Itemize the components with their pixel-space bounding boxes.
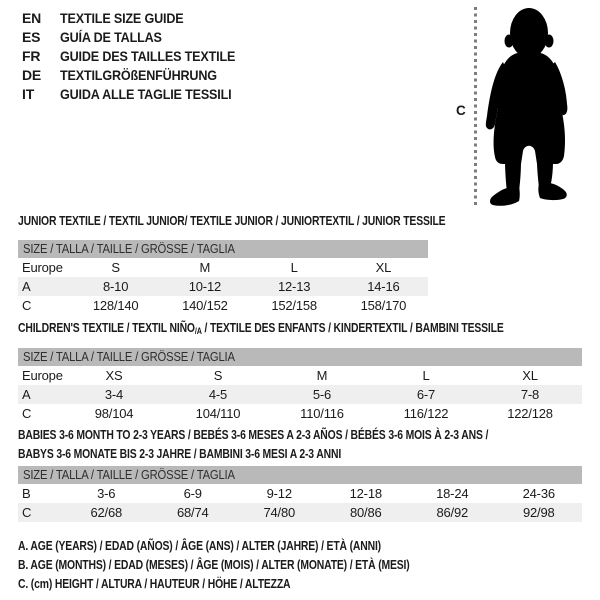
size-header-bar	[18, 240, 428, 258]
table-cell: A	[18, 385, 62, 404]
lang-code: EN	[22, 10, 42, 26]
lang-title: GUÍA DE TALLAS	[60, 29, 162, 45]
table-cell: XL	[375, 260, 392, 275]
table-cell: L	[422, 368, 430, 383]
table-cell: C	[22, 298, 32, 313]
children-size-table	[18, 348, 582, 423]
lang-title: TEXTILE SIZE GUIDE	[60, 10, 184, 26]
junior-table	[18, 258, 428, 315]
footnotes	[18, 536, 508, 593]
children-heading-suffix: / TEXTILE DES ENFANTS / KINDERTEXTIL / BAMBINI TESSILE	[201, 320, 504, 335]
table-cell: 92/98	[496, 503, 583, 522]
table-cell: 110/116	[300, 406, 344, 421]
height-measure-dashed-line	[474, 7, 477, 206]
lang-code: DE	[22, 67, 42, 83]
lang-title: TEXTILGRÖßENFÜHRUNG	[60, 67, 217, 83]
table-cell: 104/110	[195, 406, 241, 421]
table-row	[18, 503, 582, 522]
children-heading-prefix: CHILDREN'S TEXTILE / TEXTIL NIÑO	[18, 320, 195, 335]
babies-heading-line2: BABYS 3-6 MONATE BIS 2-3 JAHRE / BAMBINI 3-6 MESI A 2-3 ANNI	[18, 446, 342, 461]
table-cell: 9-12	[266, 486, 292, 501]
lang-title: GUIDA ALLE TAGLIE TESSILI	[60, 86, 232, 102]
table-cell: 116/122	[403, 406, 449, 421]
table-cell: 98/104	[94, 406, 134, 421]
table-row	[18, 385, 582, 404]
footnote-a-text: A. AGE (YEARS) / EDAD (AÑOS) / ÂGE (ANS) / ALTER (JAHRE) / ETÀ (ANNI)	[18, 538, 381, 553]
children-heading	[18, 320, 600, 339]
table-cell: 86/92	[409, 503, 496, 522]
table-cell: 68/74	[150, 503, 237, 522]
size-header-label: SIZE / TALLA / TAILLE / GRÖSSE / TAGLIA	[23, 468, 235, 482]
lang-code: IT	[22, 86, 35, 102]
table-cell: S	[213, 368, 223, 383]
footnote-a	[18, 536, 508, 555]
table-cell: M	[316, 368, 328, 383]
table-row	[18, 484, 582, 503]
table-cell: 3-4	[62, 385, 166, 404]
table-cell: B	[22, 486, 31, 501]
lang-code: ES	[22, 29, 41, 45]
table-cell: 24-36	[522, 486, 555, 501]
table-row	[18, 277, 428, 296]
language-title-block	[22, 9, 255, 104]
junior-size-table	[18, 240, 428, 315]
table-cell: 122/128	[507, 406, 553, 421]
table-row	[18, 366, 582, 385]
table-row	[18, 258, 428, 277]
table-cell: L	[290, 260, 298, 275]
footnote-c-text: C. (cm) HEIGHT / ALTURA / HAUTEUR / HÖHE / ALTEZZA	[18, 576, 291, 591]
table-cell: 6-9	[183, 486, 202, 501]
babies-heading-line1: BABIES 3-6 MONTH TO 2-3 YEARS / BEBÉS 3-6 MESES A 2-3 AÑOS / BÉBÉS 3-6 MOIS À 2-3 ANS /	[18, 427, 489, 442]
size-header-bar	[18, 466, 582, 484]
babies-table	[18, 484, 582, 522]
table-cell: 6-7	[374, 385, 478, 404]
footnote-b	[18, 555, 508, 574]
footnote-b-text: B. AGE (MONTHS) / EDAD (MESES) / ÂGE (MOIS) / ALTER (MONATE) / ETÀ (MESI)	[18, 557, 410, 572]
table-cell: Europe	[22, 260, 63, 275]
lang-title: GUIDE DES TAILLES TEXTILE	[60, 48, 236, 64]
lang-row-de	[22, 66, 255, 85]
table-cell: Europe	[22, 368, 63, 383]
table-cell: 80/86	[323, 503, 410, 522]
table-cell: 140/152	[182, 298, 228, 313]
junior-heading	[18, 213, 552, 229]
babies-size-table	[18, 466, 582, 522]
table-row	[18, 296, 428, 315]
table-cell: 10-12	[160, 277, 249, 296]
children-heading-sub: /A	[194, 326, 202, 336]
table-cell: 158/170	[360, 298, 407, 313]
children-table	[18, 366, 582, 423]
size-header-bar	[18, 348, 582, 366]
table-cell: A	[18, 277, 71, 296]
lang-code: FR	[22, 48, 41, 64]
table-cell: 4-5	[166, 385, 270, 404]
lang-row-es	[22, 28, 255, 47]
lang-row-en	[22, 9, 255, 28]
table-cell: 7-8	[478, 385, 582, 404]
toddler-silhouette-icon	[481, 4, 581, 214]
table-cell: 12-18	[349, 486, 382, 501]
table-cell: 62/68	[63, 503, 150, 522]
size-header-label: SIZE / TALLA / TAILLE / GRÖSSE / TAGLIA	[23, 350, 235, 364]
table-cell: 3-6	[97, 486, 116, 501]
size-header-label: SIZE / TALLA / TAILLE / GRÖSSE / TAGLIA	[23, 242, 235, 256]
babies-heading	[18, 425, 600, 463]
table-cell: 74/80	[236, 503, 323, 522]
table-row	[18, 404, 582, 423]
table-cell: 12-13	[250, 277, 339, 296]
footnote-c	[18, 574, 508, 593]
table-cell: XS	[105, 368, 123, 383]
height-label-c: C	[456, 103, 466, 118]
table-cell: S	[111, 260, 120, 275]
table-cell: 18-24	[436, 486, 469, 501]
table-cell: XL	[522, 368, 538, 383]
table-cell: C	[22, 406, 32, 421]
lang-row-fr	[22, 47, 255, 66]
table-cell: 8-10	[71, 277, 160, 296]
table-cell: 5-6	[270, 385, 374, 404]
table-cell: 152/158	[271, 298, 317, 313]
table-cell: 14-16	[339, 277, 428, 296]
table-cell: 128/140	[92, 298, 139, 313]
table-cell: M	[199, 260, 211, 275]
lang-row-it	[22, 85, 255, 104]
junior-heading-text: JUNIOR TEXTILE / TEXTIL JUNIOR/ TEXTILE JUNIOR / JUNIORTEXTIL / JUNIOR TESSILE	[18, 213, 446, 228]
table-cell: C	[18, 503, 63, 522]
